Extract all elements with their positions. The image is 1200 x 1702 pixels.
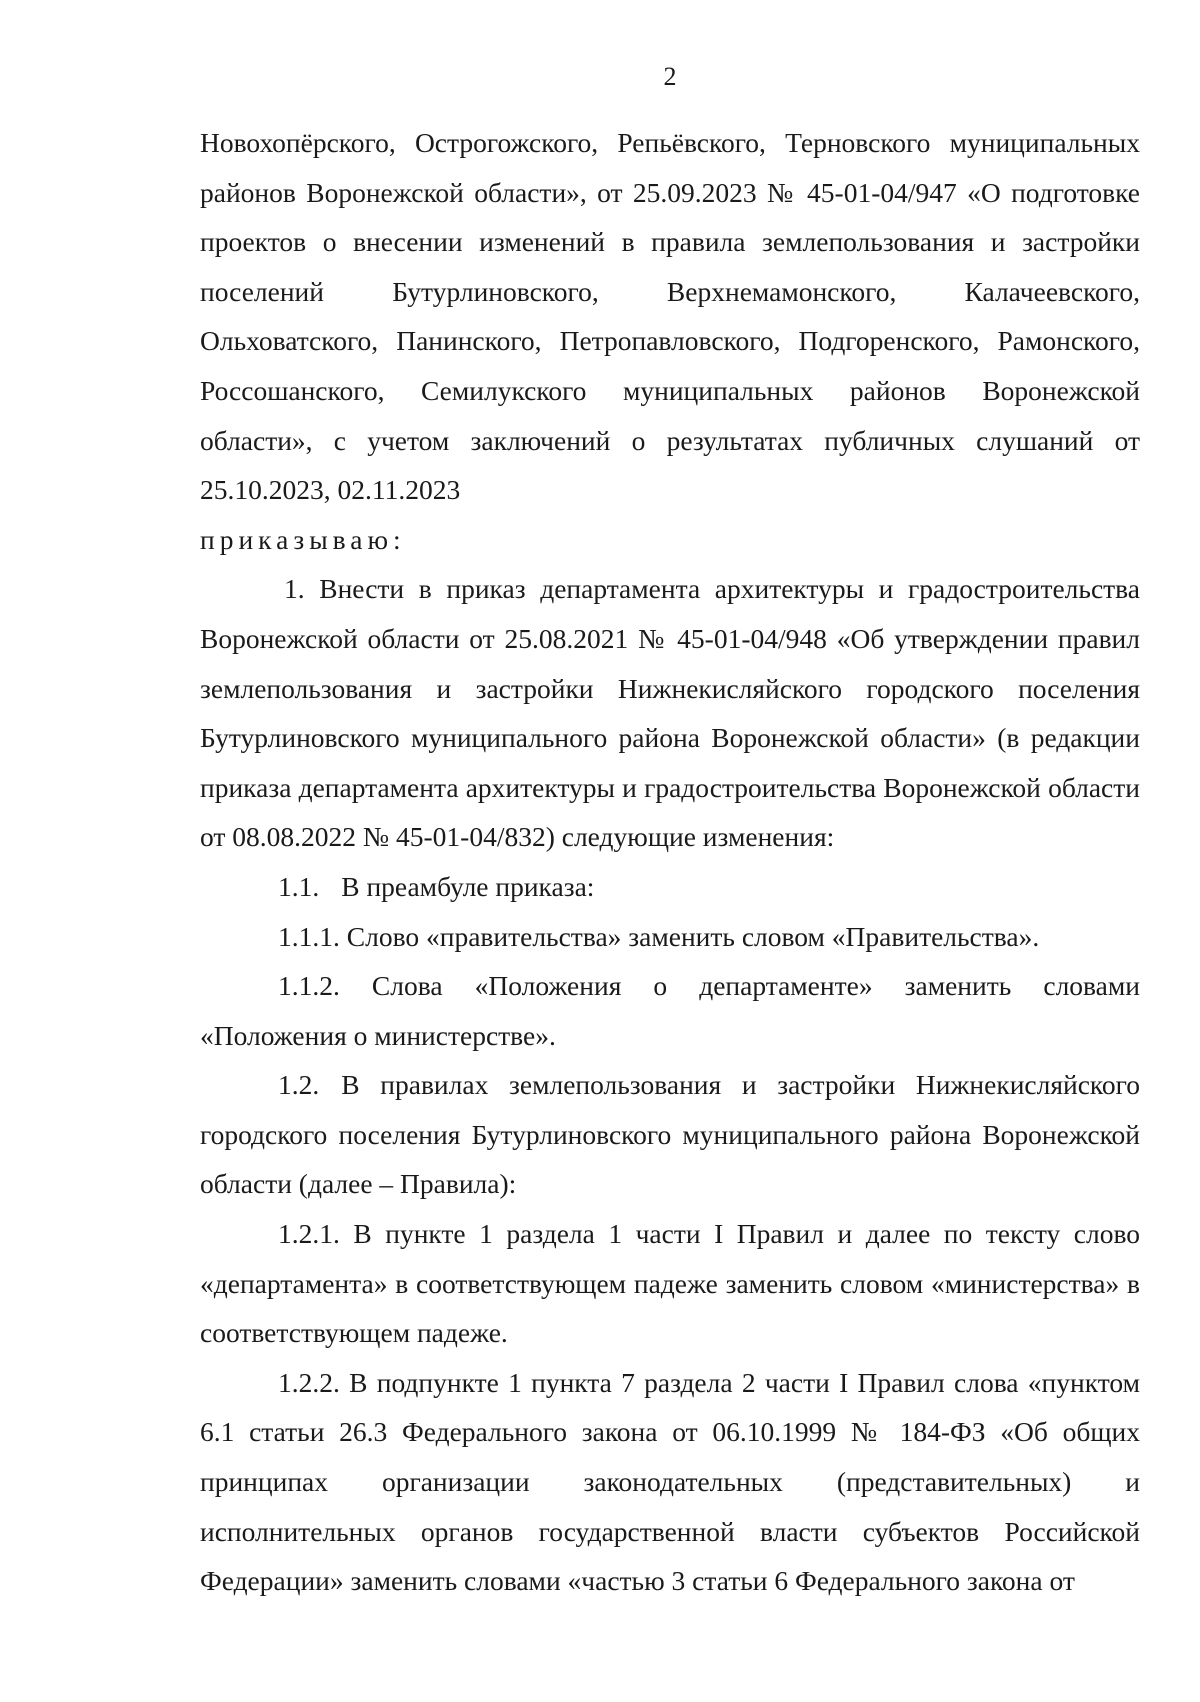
item-1-2-2-paragraph: 1.2.2. В подпункте 1 пункта 7 раздела 2 части I Правил слова «пунктом 6.1 статьи 26.3 Федерального закона от 06.10.1999 № 184-ФЗ «Об общих принципах организации законодательных (представительных) и исполнительных органов государственной власти субъектов Российской Федерации» заменить словами «частью 3 статьи 6 Федерального закона от	[200, 1366, 1140, 1597]
item-1-2-text: В правилах землепользования и застройки Нижнекисляйского городского поселения Бутурлиновского муниципального района Воронежской области (далее – Правила):	[200, 1069, 1140, 1200]
item-1-2-1-paragraph: 1.2.1. В пункте 1 раздела 1 части I Правил и далее по тексту слово «департамента» в соответствующем падеже заменить словом «министерства» в соответствующем падеже.	[200, 1218, 1140, 1349]
item-1-1-text: В преамбуле приказа:	[341, 870, 595, 902]
document-body	[200, 118, 1140, 1606]
order-word: приказываю:	[200, 523, 406, 555]
item-1-1-paragraph	[200, 862, 1140, 912]
item-1-paragraph: 1. Внести в приказ департамента архитектуры и градостроительства Воронежской области от 25.08.2021 № 45-01-04/948 «Об утверждении правил землепользования и застройки Нижнекисляйского городского поселения Бутурлиновского муниципального района Воронежской области» (в редакции приказа департамента архитектуры и градостроительства Воронежской области от 08.08.2022 № 45-01-04/832) следующие изменения:	[200, 573, 1140, 853]
item-1-1-number: 1.1.	[278, 870, 320, 902]
intro-paragraph: Новохопёрского, Острогожского, Репьёвского, Терновского муниципальных районов Воронежской области», от 25.09.2023 № 45-01-04/947 «О подготовке проектов о внесении изменений в правила землепользования и застройки поселений Бутурлиновского, Верхнемамонского, Калачеевского, Ольховатского, Панинского, Петропавловского, Подгоренского, Рамонского, Россошанского, Семилукского муниципальных районов Воронежской области», с учетом заключений о результатах публичных слушаний от 25.10.2023, 02.11.2023	[200, 127, 1140, 506]
item-1-1-1-paragraph: 1.1.1. Слово «правительства» заменить словом «Правительства».	[278, 920, 1040, 952]
page-number: 2	[663, 62, 677, 91]
item-1-2-number: 1.2.	[278, 1069, 320, 1101]
item-1-1-2-paragraph: 1.1.2. Слова «Положения о департаменте» заменить словами «Положения о министерстве».	[200, 970, 1140, 1051]
item-1-2-paragraph	[200, 1060, 1140, 1209]
